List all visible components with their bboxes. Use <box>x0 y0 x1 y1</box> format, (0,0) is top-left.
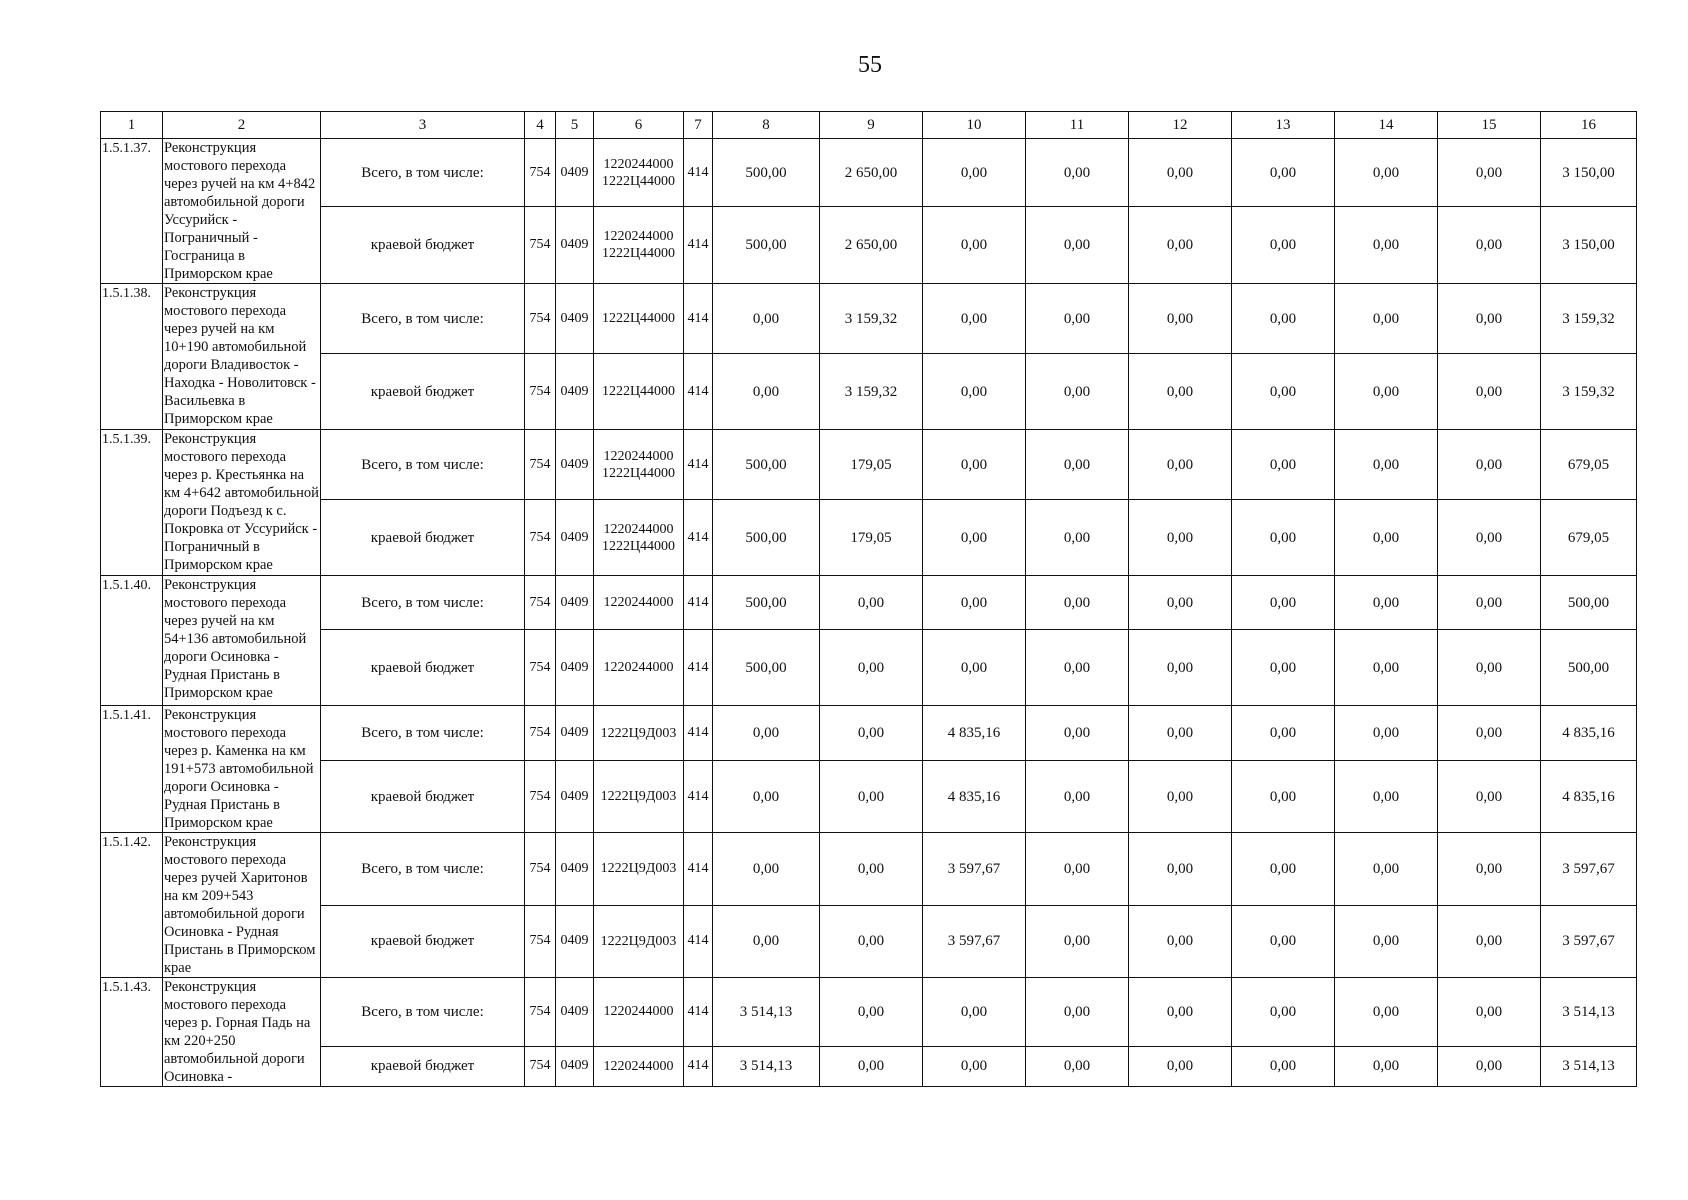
amount-16: 679,05 <box>1541 430 1637 500</box>
amount-12: 0,00 <box>1129 500 1232 576</box>
amount-14: 0,00 <box>1335 630 1438 706</box>
section-code: 0409 <box>556 978 594 1047</box>
amount-11: 0,00 <box>1026 706 1129 761</box>
amount-11: 0,00 <box>1026 761 1129 833</box>
item-number: 1.5.1.43. <box>101 978 163 1087</box>
header-cell: 7 <box>684 112 713 139</box>
funding-source: Всего, в том числе: <box>321 284 525 354</box>
amount-11: 0,00 <box>1026 576 1129 630</box>
expense-type-code: 414 <box>684 630 713 706</box>
amount-13: 0,00 <box>1232 207 1335 284</box>
amount-9: 179,05 <box>820 500 923 576</box>
header-cell: 14 <box>1335 112 1438 139</box>
section-code: 0409 <box>556 576 594 630</box>
grbs-code: 754 <box>525 576 556 630</box>
section-code: 0409 <box>556 207 594 284</box>
table-row-total <box>101 706 1637 761</box>
table-row-total <box>101 576 1637 630</box>
header-cell: 8 <box>713 112 820 139</box>
table-row-total <box>101 430 1637 500</box>
item-name: Реконструкция мостового перехода через ручей на км 54+136 автомобильной дороги Осиновка - Рудная Пристань в Приморском крае <box>163 576 321 706</box>
amount-13: 0,00 <box>1232 139 1335 207</box>
section-code: 0409 <box>556 833 594 906</box>
funding-source: краевой бюджет <box>321 354 525 430</box>
amount-16: 3 597,67 <box>1541 905 1637 978</box>
header-cell: 6 <box>594 112 684 139</box>
page-number: 55 <box>858 52 882 78</box>
table-row-total <box>101 978 1637 1047</box>
section-code: 0409 <box>556 761 594 833</box>
item-name: Реконструкция мостового перехода через ручей на км 4+842 автомобильной дороги Уссурийск - Пограничный - Госграница в Приморском крае <box>163 139 321 284</box>
amount-10: 0,00 <box>923 630 1026 706</box>
amount-11: 0,00 <box>1026 284 1129 354</box>
amount-14: 0,00 <box>1335 284 1438 354</box>
section-code: 0409 <box>556 284 594 354</box>
amount-10: 0,00 <box>923 1046 1026 1086</box>
header-cell: 15 <box>1438 112 1541 139</box>
funding-source: Всего, в том числе: <box>321 978 525 1047</box>
funding-source: Всего, в том числе: <box>321 139 525 207</box>
amount-13: 0,00 <box>1232 630 1335 706</box>
kcsr-line: 1222Ц44000 <box>601 538 676 554</box>
target-article-code <box>594 430 684 500</box>
amount-11: 0,00 <box>1026 1046 1129 1086</box>
expense-type-code: 414 <box>684 207 713 284</box>
amount-10: 0,00 <box>923 576 1026 630</box>
amount-9: 3 159,32 <box>820 284 923 354</box>
table-row-regional-budget <box>101 905 1637 978</box>
kcsr-line: 1220244000 <box>603 1058 674 1074</box>
target-article-code <box>594 576 684 630</box>
funding-source: краевой бюджет <box>321 761 525 833</box>
table-row-regional-budget <box>101 630 1637 706</box>
grbs-code: 754 <box>525 630 556 706</box>
amount-14: 0,00 <box>1335 706 1438 761</box>
amount-11: 0,00 <box>1026 354 1129 430</box>
amount-8: 3 514,13 <box>713 1046 820 1086</box>
amount-13: 0,00 <box>1232 354 1335 430</box>
kcsr-line: 1222Ц9Д003 <box>600 861 677 877</box>
section-code: 0409 <box>556 905 594 978</box>
section-code: 0409 <box>556 139 594 207</box>
amount-13: 0,00 <box>1232 1046 1335 1086</box>
amount-15: 0,00 <box>1438 430 1541 500</box>
target-article-code <box>594 905 684 978</box>
amount-11: 0,00 <box>1026 978 1129 1047</box>
amount-9: 0,00 <box>820 576 923 630</box>
amount-8: 0,00 <box>713 354 820 430</box>
expense-type-code: 414 <box>684 354 713 430</box>
amount-13: 0,00 <box>1232 978 1335 1047</box>
item-name: Реконструкция мостового перехода через р. Горная Падь на км 220+250 автомобильной дороги Осиновка - <box>163 978 321 1087</box>
amount-14: 0,00 <box>1335 905 1438 978</box>
grbs-code: 754 <box>525 430 556 500</box>
section-code: 0409 <box>556 430 594 500</box>
kcsr-line: 1220244000 <box>603 660 674 675</box>
amount-10: 0,00 <box>923 978 1026 1047</box>
amount-8: 0,00 <box>713 706 820 761</box>
amount-13: 0,00 <box>1232 833 1335 906</box>
amount-15: 0,00 <box>1438 761 1541 833</box>
amount-8: 500,00 <box>713 139 820 207</box>
grbs-code: 754 <box>525 833 556 906</box>
amount-9: 179,05 <box>820 430 923 500</box>
amount-8: 500,00 <box>713 430 820 500</box>
amount-10: 0,00 <box>923 139 1026 207</box>
amount-15: 0,00 <box>1438 905 1541 978</box>
section-code: 0409 <box>556 354 594 430</box>
header-cell: 1 <box>101 112 163 139</box>
funding-source: краевой бюджет <box>321 207 525 284</box>
section-code: 0409 <box>556 630 594 706</box>
amount-10: 0,00 <box>923 354 1026 430</box>
amount-15: 0,00 <box>1438 576 1541 630</box>
amount-9: 0,00 <box>820 706 923 761</box>
amount-15: 0,00 <box>1438 284 1541 354</box>
header-cell: 13 <box>1232 112 1335 139</box>
amount-14: 0,00 <box>1335 978 1438 1047</box>
item-name: Реконструкция мостового перехода через ручей Харитонов на км 209+543 автомобильной дороги Осиновка - Рудная Пристань в Приморском крае <box>163 833 321 978</box>
amount-13: 0,00 <box>1232 905 1335 978</box>
amount-16: 500,00 <box>1541 576 1637 630</box>
amount-12: 0,00 <box>1129 576 1232 630</box>
amount-12: 0,00 <box>1129 706 1232 761</box>
header-cell: 9 <box>820 112 923 139</box>
target-article-code <box>594 978 684 1047</box>
target-article-code <box>594 833 684 906</box>
expense-type-code: 414 <box>684 905 713 978</box>
amount-12: 0,00 <box>1129 1046 1232 1086</box>
amount-11: 0,00 <box>1026 905 1129 978</box>
amount-9: 0,00 <box>820 761 923 833</box>
amount-12: 0,00 <box>1129 761 1232 833</box>
amount-12: 0,00 <box>1129 284 1232 354</box>
table-row-regional-budget <box>101 761 1637 833</box>
amount-11: 0,00 <box>1026 500 1129 576</box>
amount-16: 3 150,00 <box>1541 139 1637 207</box>
amount-10: 3 597,67 <box>923 905 1026 978</box>
kcsr-line: 1222Ц44000 <box>601 465 676 481</box>
funding-source: Всего, в том числе: <box>321 706 525 761</box>
table-row-regional-budget <box>101 500 1637 576</box>
amount-14: 0,00 <box>1335 354 1438 430</box>
amount-11: 0,00 <box>1026 833 1129 906</box>
kcsr-line: 1220244000 <box>603 448 674 464</box>
item-name: Реконструкция мостового перехода через ручей на км 10+190 автомобильной дороги Владивосток - Находка - Новолитовск - Васильевка в Приморском крае <box>163 284 321 430</box>
amount-16: 3 514,13 <box>1541 978 1637 1047</box>
kcsr-line: 1222Ц9Д003 <box>600 725 677 741</box>
amount-13: 0,00 <box>1232 761 1335 833</box>
amount-14: 0,00 <box>1335 139 1438 207</box>
item-name: Реконструкция мостового перехода через р. Крестьянка на км 4+642 автомобильной дороги Подъезд к с. Покровка от Уссурийск - Пограничный в Приморском крае <box>163 430 321 576</box>
grbs-code: 754 <box>525 139 556 207</box>
amount-8: 0,00 <box>713 905 820 978</box>
amount-15: 0,00 <box>1438 139 1541 207</box>
amount-11: 0,00 <box>1026 139 1129 207</box>
target-article-code <box>594 139 684 207</box>
amount-10: 4 835,16 <box>923 706 1026 761</box>
section-code: 0409 <box>556 500 594 576</box>
funding-source: Всего, в том числе: <box>321 430 525 500</box>
amount-11: 0,00 <box>1026 430 1129 500</box>
amount-8: 3 514,13 <box>713 978 820 1047</box>
header-cell: 11 <box>1026 112 1129 139</box>
table-row-total <box>101 284 1637 354</box>
target-article-code <box>594 1046 684 1086</box>
budget-table <box>100 111 1637 1087</box>
amount-15: 0,00 <box>1438 354 1541 430</box>
item-number: 1.5.1.41. <box>101 706 163 833</box>
amount-13: 0,00 <box>1232 284 1335 354</box>
amount-15: 0,00 <box>1438 1046 1541 1086</box>
amount-15: 0,00 <box>1438 978 1541 1047</box>
amount-16: 4 835,16 <box>1541 761 1637 833</box>
item-number: 1.5.1.40. <box>101 576 163 706</box>
amount-13: 0,00 <box>1232 430 1335 500</box>
kcsr-line: 1220244000 <box>603 595 674 610</box>
amount-9: 3 159,32 <box>820 354 923 430</box>
amount-9: 0,00 <box>820 978 923 1047</box>
amount-16: 3 150,00 <box>1541 207 1637 284</box>
target-article-code <box>594 207 684 284</box>
kcsr-line: 1222Ц44000 <box>601 384 676 399</box>
funding-source: краевой бюджет <box>321 500 525 576</box>
table-row-total <box>101 139 1637 207</box>
grbs-code: 754 <box>525 207 556 284</box>
expense-type-code: 414 <box>684 978 713 1047</box>
kcsr-line: 1220244000 <box>603 229 674 245</box>
kcsr-line: 1220244000 <box>603 1004 674 1020</box>
item-name: Реконструкция мостового перехода через р. Каменка на км 191+573 автомобильной дороги Осиновка - Рудная Пристань в Приморском крае <box>163 706 321 833</box>
amount-9: 0,00 <box>820 630 923 706</box>
expense-type-code: 414 <box>684 1046 713 1086</box>
amount-9: 0,00 <box>820 905 923 978</box>
amount-13: 0,00 <box>1232 500 1335 576</box>
amount-14: 0,00 <box>1335 207 1438 284</box>
item-number: 1.5.1.42. <box>101 833 163 978</box>
amount-10: 0,00 <box>923 207 1026 284</box>
header-cell: 10 <box>923 112 1026 139</box>
amount-14: 0,00 <box>1335 761 1438 833</box>
amount-16: 3 159,32 <box>1541 354 1637 430</box>
header-cell: 16 <box>1541 112 1637 139</box>
amount-14: 0,00 <box>1335 576 1438 630</box>
funding-source: краевой бюджет <box>321 1046 525 1086</box>
amount-15: 0,00 <box>1438 207 1541 284</box>
amount-12: 0,00 <box>1129 354 1232 430</box>
expense-type-code: 414 <box>684 139 713 207</box>
amount-8: 0,00 <box>713 761 820 833</box>
kcsr-line: 1222Ц9Д003 <box>600 933 677 949</box>
target-article-code <box>594 354 684 430</box>
table-row-regional-budget <box>101 207 1637 284</box>
amount-12: 0,00 <box>1129 139 1232 207</box>
table-row-regional-budget <box>101 354 1637 430</box>
item-number: 1.5.1.39. <box>101 430 163 576</box>
expense-type-code: 414 <box>684 761 713 833</box>
section-code: 0409 <box>556 1046 594 1086</box>
amount-10: 0,00 <box>923 500 1026 576</box>
amount-8: 0,00 <box>713 833 820 906</box>
expense-type-code: 414 <box>684 284 713 354</box>
kcsr-line: 1220244000 <box>603 156 674 172</box>
amount-13: 0,00 <box>1232 706 1335 761</box>
target-article-code <box>594 761 684 833</box>
expense-type-code: 414 <box>684 430 713 500</box>
table-row-total <box>101 833 1637 906</box>
target-article-code <box>594 706 684 761</box>
header-cell: 3 <box>321 112 525 139</box>
column-number-header-row <box>101 112 1637 139</box>
amount-12: 0,00 <box>1129 978 1232 1047</box>
amount-11: 0,00 <box>1026 207 1129 284</box>
target-article-code <box>594 630 684 706</box>
amount-10: 4 835,16 <box>923 761 1026 833</box>
amount-12: 0,00 <box>1129 207 1232 284</box>
grbs-code: 754 <box>525 284 556 354</box>
amount-12: 0,00 <box>1129 630 1232 706</box>
amount-14: 0,00 <box>1335 500 1438 576</box>
kcsr-line: 1222Ц44000 <box>601 311 676 326</box>
amount-10: 0,00 <box>923 430 1026 500</box>
table-row-regional-budget <box>101 1046 1637 1086</box>
amount-16: 3 159,32 <box>1541 284 1637 354</box>
target-article-code <box>594 284 684 354</box>
amount-8: 0,00 <box>713 284 820 354</box>
amount-14: 0,00 <box>1335 1046 1438 1086</box>
section-code: 0409 <box>556 706 594 761</box>
amount-8: 500,00 <box>713 576 820 630</box>
kcsr-line: 1222Ц44000 <box>601 173 676 189</box>
amount-12: 0,00 <box>1129 905 1232 978</box>
amount-12: 0,00 <box>1129 430 1232 500</box>
kcsr-line: 1222Ц44000 <box>601 246 676 262</box>
grbs-code: 754 <box>525 354 556 430</box>
amount-14: 0,00 <box>1335 430 1438 500</box>
header-cell: 12 <box>1129 112 1232 139</box>
grbs-code: 754 <box>525 978 556 1047</box>
amount-8: 500,00 <box>713 207 820 284</box>
expense-type-code: 414 <box>684 833 713 906</box>
header-cell: 5 <box>556 112 594 139</box>
kcsr-line: 1222Ц9Д003 <box>600 789 677 805</box>
amount-16: 679,05 <box>1541 500 1637 576</box>
header-cell: 2 <box>163 112 321 139</box>
item-number: 1.5.1.37. <box>101 139 163 284</box>
grbs-code: 754 <box>525 706 556 761</box>
amount-10: 3 597,67 <box>923 833 1026 906</box>
amount-8: 500,00 <box>713 630 820 706</box>
amount-15: 0,00 <box>1438 833 1541 906</box>
amount-15: 0,00 <box>1438 706 1541 761</box>
funding-source: Всего, в том числе: <box>321 833 525 906</box>
amount-8: 500,00 <box>713 500 820 576</box>
amount-9: 0,00 <box>820 1046 923 1086</box>
amount-15: 0,00 <box>1438 500 1541 576</box>
grbs-code: 754 <box>525 905 556 978</box>
amount-9: 0,00 <box>820 833 923 906</box>
amount-10: 0,00 <box>923 284 1026 354</box>
expense-type-code: 414 <box>684 576 713 630</box>
amount-12: 0,00 <box>1129 833 1232 906</box>
amount-16: 3 514,13 <box>1541 1046 1637 1086</box>
kcsr-line: 1220244000 <box>603 521 674 537</box>
header-cell: 4 <box>525 112 556 139</box>
amount-16: 500,00 <box>1541 630 1637 706</box>
grbs-code: 754 <box>525 500 556 576</box>
amount-13: 0,00 <box>1232 576 1335 630</box>
funding-source: краевой бюджет <box>321 905 525 978</box>
item-number: 1.5.1.38. <box>101 284 163 430</box>
amount-9: 2 650,00 <box>820 207 923 284</box>
amount-9: 2 650,00 <box>820 139 923 207</box>
grbs-code: 754 <box>525 761 556 833</box>
target-article-code <box>594 500 684 576</box>
expense-type-code: 414 <box>684 500 713 576</box>
funding-source: Всего, в том числе: <box>321 576 525 630</box>
amount-15: 0,00 <box>1438 630 1541 706</box>
amount-11: 0,00 <box>1026 630 1129 706</box>
expense-type-code: 414 <box>684 706 713 761</box>
amount-14: 0,00 <box>1335 833 1438 906</box>
grbs-code: 754 <box>525 1046 556 1086</box>
amount-16: 4 835,16 <box>1541 706 1637 761</box>
amount-16: 3 597,67 <box>1541 833 1637 906</box>
funding-source: краевой бюджет <box>321 630 525 706</box>
